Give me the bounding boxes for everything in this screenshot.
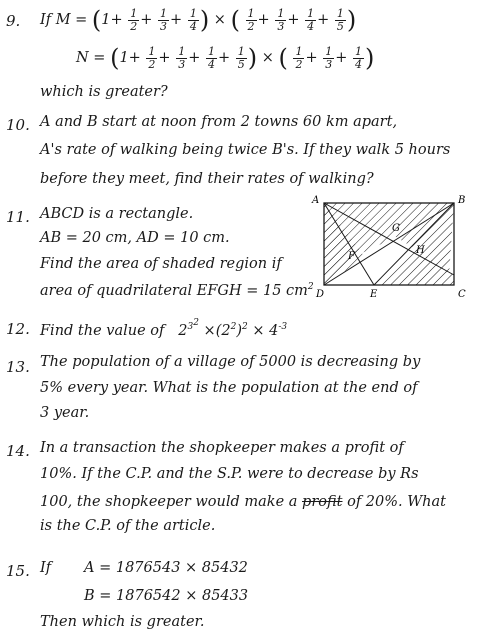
question-text: area of quadrilateral EFGH = 15 $cm^2$	[40, 282, 314, 299]
question-text: Find the value of $2^{3^2} \times(2^2)^2 \times 4^{-3}$	[40, 318, 288, 339]
label-f: F	[348, 251, 355, 262]
label-b: B	[458, 195, 466, 206]
label-d: D	[316, 289, 325, 300]
question-text: ABCD is a rectangle.	[40, 206, 194, 222]
question-text: Then which is greater.	[40, 614, 205, 630]
label-e: E	[370, 289, 378, 300]
label-g: G	[392, 223, 400, 234]
n-expression: N = (1+ $\frac{1}{2}$ + $\frac{1}{3}$ + $\frac{1}{4}$ + $\frac{1}{5}$ ) × ( $\frac{1}{2}$ + $\frac{1}{3}$ + $\frac{1}{4}$ )	[76, 44, 375, 72]
question-text: before they meet, find their rates of walking?	[40, 171, 374, 187]
question-text: 100, the shopkeeper would make a profit of 20%. What	[40, 494, 446, 510]
expression-b: B = 1876542 × 85433	[84, 588, 249, 604]
question-text: 5% every year. What is the population at the end of	[40, 380, 418, 396]
question-text: which is greater?	[40, 84, 168, 100]
question-number: 12.	[6, 320, 30, 338]
question-number: 9.	[6, 12, 21, 30]
m-expression: If M = (1+ $\frac{1}{2}$ + $\frac{1}{3}$ + $\frac{1}{4}$ ) × ( $\frac{1}{2}$ + $\frac{1}{3}$ + $\frac{1}{4}$ + $\frac{1}{5}$ )	[40, 6, 357, 34]
question-text: 10%. If the C.P. and the S.P. were to decrease by Rs	[40, 466, 419, 482]
label-a: A	[312, 195, 320, 206]
label-h: H	[416, 245, 425, 256]
question-number: 11.	[6, 208, 30, 226]
question-text: A's rate of walking being twice B's. If they walk 5 hours	[40, 142, 451, 158]
struck-word: profit	[302, 494, 343, 510]
rectangle-figure	[304, 193, 474, 303]
expression-a: A = 1876543 × 85432	[84, 560, 248, 576]
question-number: 14.	[6, 442, 30, 460]
question-text: is the C.P. of the article.	[40, 518, 216, 534]
question-text: Find the area of shaded region if	[40, 256, 282, 272]
question-number: 15.	[6, 562, 30, 580]
question-text: 3 year.	[40, 405, 90, 421]
question-text: AB = 20 cm, AD = 10 cm.	[40, 230, 230, 246]
question-text: The population of a village of 5000 is decreasing by	[40, 354, 421, 370]
label-c: C	[458, 289, 466, 300]
question-text: If	[40, 560, 52, 576]
question-text: In a transaction the shopkeeper makes a profit of	[40, 440, 404, 456]
question-text: A and B start at noon from 2 towns 60 km apart,	[40, 114, 398, 130]
question-number: 10.	[6, 116, 30, 134]
question-number: 13.	[6, 358, 30, 376]
